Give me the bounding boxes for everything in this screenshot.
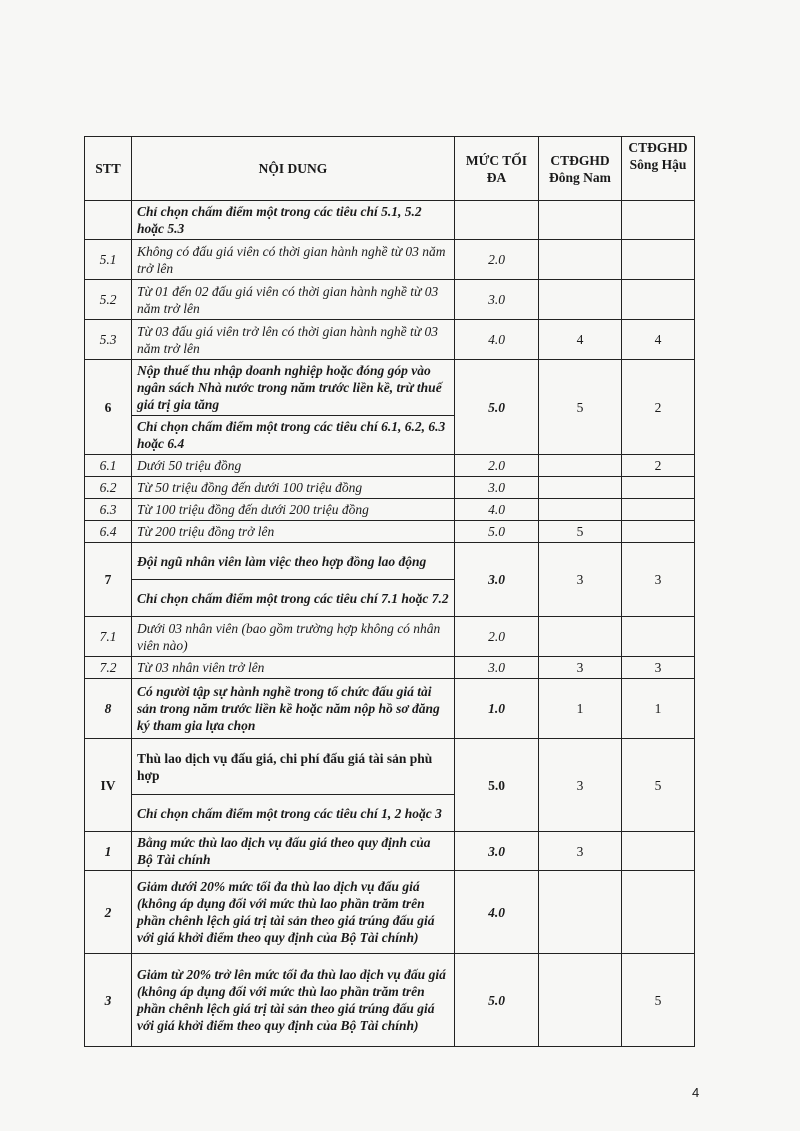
row-max: 3.0 xyxy=(455,477,539,499)
row-content: Giảm từ 20% trở lên mức tối đa thù lao dịch vụ đấu giá (không áp dụng đối với mức thù lao phần trăm trên phần chênh lệch giá trị tài sản theo giá trúng đấu giá với giá khởi điểm theo quy định của Bộ Tài chính) xyxy=(132,954,455,1047)
table-row xyxy=(85,679,695,739)
row-stt: 5.3 xyxy=(85,320,132,360)
row-content: Giảm dưới 20% mức tối đa thù lao dịch vụ đấu giá (không áp dụng đối với mức thù lao phần trăm trên phần chênh lệch giá trị tài sản theo giá trúng đấu giá với giá khởi điểm theo quy định của Bộ Tài chính) xyxy=(132,871,455,954)
row-song-hau xyxy=(622,280,695,320)
table-row xyxy=(85,617,695,657)
row-max: 3.0 xyxy=(455,657,539,679)
row-content: Dưới 50 triệu đồng xyxy=(132,455,455,477)
row-content: Từ 03 đấu giá viên trở lên có thời gian hành nghề từ 03 năm trở lên xyxy=(132,320,455,360)
row-dong-nam: 3 xyxy=(539,543,622,617)
row-dong-nam xyxy=(539,617,622,657)
row-max: 5.0 xyxy=(455,739,539,832)
row-max: 1.0 xyxy=(455,679,539,739)
row-subcontent: Chỉ chọn chấm điểm một trong các tiêu chí 6.1, 6.2, 6.3 hoặc 6.4 xyxy=(132,416,455,455)
row-max: 2.0 xyxy=(455,617,539,657)
row-max: 4.0 xyxy=(455,320,539,360)
row-content: Có người tập sự hành nghề trong tổ chức đấu giá tài sản trong năm trước liền kề hoặc năm nộp hồ sơ đăng ký tham gia lựa chọn xyxy=(132,679,455,739)
row-max: 2.0 xyxy=(455,240,539,280)
row-dong-nam: 5 xyxy=(539,521,622,543)
row-max: 2.0 xyxy=(455,455,539,477)
header-stt: STT xyxy=(85,137,132,201)
row-song-hau: 1 xyxy=(622,679,695,739)
header-dong-nam: CTĐGHD Đông Nam xyxy=(539,137,622,201)
row-song-hau xyxy=(622,240,695,280)
row-content: Đội ngũ nhân viên làm việc theo hợp đồng lao động xyxy=(132,543,455,580)
header-song-hau: CTĐGHD Sông Hậu xyxy=(622,137,695,201)
row-stt: 3 xyxy=(85,954,132,1047)
table-row xyxy=(85,739,695,795)
row-max: 5.0 xyxy=(455,360,539,455)
row-stt: 5.1 xyxy=(85,240,132,280)
row-max: 4.0 xyxy=(455,871,539,954)
row-content: Thù lao dịch vụ đấu giá, chi phí đấu giá tài sản phù hợp xyxy=(132,739,455,795)
row-content: Nộp thuế thu nhập doanh nghiệp hoặc đóng góp vào ngân sách Nhà nước trong năm trước liền kề, trừ thuế giá trị gia tăng xyxy=(132,360,455,416)
row-stt: 7.2 xyxy=(85,657,132,679)
row-stt: 6.1 xyxy=(85,455,132,477)
row-dong-nam xyxy=(539,477,622,499)
row-subcontent: Chỉ chọn chấm điểm một trong các tiêu chí 7.1 hoặc 7.2 xyxy=(132,580,455,617)
table-row xyxy=(85,240,695,280)
row-stt: IV xyxy=(85,739,132,832)
row-stt: 8 xyxy=(85,679,132,739)
header-max: MỨC TỐI ĐA xyxy=(455,137,539,201)
table-row xyxy=(85,543,695,580)
table-row xyxy=(85,499,695,521)
row-dong-nam xyxy=(539,280,622,320)
row-stt: 7 xyxy=(85,543,132,617)
row-stt: 5.2 xyxy=(85,280,132,320)
row-max: 3.0 xyxy=(455,280,539,320)
row-song-hau xyxy=(622,521,695,543)
row-song-hau: 2 xyxy=(622,360,695,455)
row-song-hau xyxy=(622,617,695,657)
table-row xyxy=(85,201,695,240)
page-number: 4 xyxy=(692,1085,700,1100)
row-dong-nam: 3 xyxy=(539,832,622,871)
row-dong-nam xyxy=(539,954,622,1047)
row-song-hau: 5 xyxy=(622,954,695,1047)
row-dong-nam: 3 xyxy=(539,739,622,832)
row-content: Từ 100 triệu đồng đến dưới 200 triệu đồng xyxy=(132,499,455,521)
table-row xyxy=(85,455,695,477)
header-content: NỘI DUNG xyxy=(132,137,455,201)
row-content: Chỉ chọn chấm điểm một trong các tiêu chí 5.1, 5.2 hoặc 5.3 xyxy=(132,201,455,240)
row-dong-nam: 5 xyxy=(539,360,622,455)
row-content: Từ 50 triệu đồng đến dưới 100 triệu đồng xyxy=(132,477,455,499)
table-row xyxy=(85,657,695,679)
row-max: 3.0 xyxy=(455,832,539,871)
row-dong-nam xyxy=(539,455,622,477)
row-stt: 6.3 xyxy=(85,499,132,521)
row-dong-nam xyxy=(539,871,622,954)
row-content: Từ 01 đến 02 đấu giá viên có thời gian hành nghề từ 03 năm trở lên xyxy=(132,280,455,320)
row-song-hau xyxy=(622,477,695,499)
table-row xyxy=(85,320,695,360)
scoring-table xyxy=(84,136,695,1047)
row-subcontent: Chỉ chọn chấm điểm một trong các tiêu chí 1, 2 hoặc 3 xyxy=(132,795,455,832)
row-content: Dưới 03 nhân viên (bao gồm trường hợp không có nhân viên nào) xyxy=(132,617,455,657)
row-song-hau xyxy=(622,871,695,954)
row-stt: 1 xyxy=(85,832,132,871)
table-row xyxy=(85,954,695,1047)
table-row xyxy=(85,521,695,543)
row-max: 4.0 xyxy=(455,499,539,521)
row-max: 5.0 xyxy=(455,521,539,543)
row-dong-nam: 1 xyxy=(539,679,622,739)
row-dong-nam: 3 xyxy=(539,657,622,679)
row-stt: 6.2 xyxy=(85,477,132,499)
table-row xyxy=(85,280,695,320)
row-max: 3.0 xyxy=(455,543,539,617)
table-row xyxy=(85,360,695,416)
header-row xyxy=(85,137,695,201)
table-row xyxy=(85,871,695,954)
row-content: Từ 200 triệu đồng trở lên xyxy=(132,521,455,543)
row-max: 5.0 xyxy=(455,954,539,1047)
row-song-hau xyxy=(622,832,695,871)
row-dong-nam: 4 xyxy=(539,320,622,360)
table-row xyxy=(85,832,695,871)
row-song-hau: 3 xyxy=(622,657,695,679)
row-song-hau: 5 xyxy=(622,739,695,832)
row-content: Từ 03 nhân viên trở lên xyxy=(132,657,455,679)
row-stt: 6 xyxy=(85,360,132,455)
row-stt: 7.1 xyxy=(85,617,132,657)
row-stt: 6.4 xyxy=(85,521,132,543)
row-song-hau: 3 xyxy=(622,543,695,617)
row-dong-nam xyxy=(539,499,622,521)
row-stt: 2 xyxy=(85,871,132,954)
row-content: Bằng mức thù lao dịch vụ đấu giá theo quy định của Bộ Tài chính xyxy=(132,832,455,871)
row-song-hau: 2 xyxy=(622,455,695,477)
row-song-hau: 4 xyxy=(622,320,695,360)
row-dong-nam xyxy=(539,240,622,280)
row-song-hau xyxy=(622,499,695,521)
table-row xyxy=(85,477,695,499)
row-content: Không có đấu giá viên có thời gian hành nghề từ 03 năm trở lên xyxy=(132,240,455,280)
